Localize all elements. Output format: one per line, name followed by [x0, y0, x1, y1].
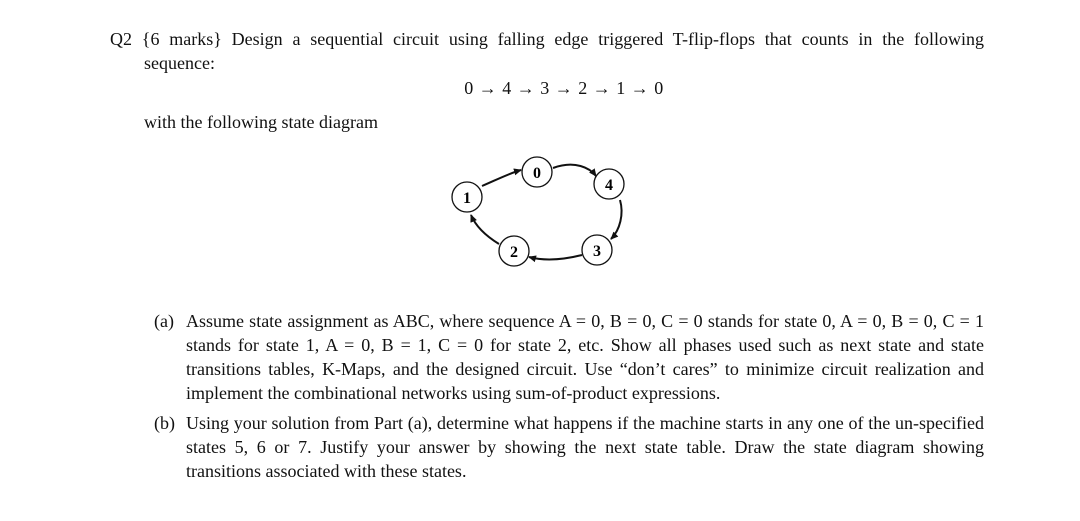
part-a [154, 309, 984, 405]
part-b-text: Using your solution from Part (a), determine what happens if the machine starts in any one of the un-specified states 5, 6 or 7. Justify your answer by showing the next state table. Draw the state diagram showing transitions associated with these states. [186, 413, 984, 481]
svg-text:4: 4 [605, 177, 613, 194]
state-node-0 [522, 157, 552, 187]
transition-0-to-4 [553, 165, 596, 176]
state-node-4 [594, 169, 624, 199]
part-b [154, 411, 984, 483]
count-sequence: 0 → 4 → 3 → 2 → 1 → 0 [464, 78, 664, 98]
question-heading-continued: sequence: [144, 53, 215, 73]
part-b-label: (b) [154, 413, 175, 433]
transition-2-to-1 [471, 215, 499, 244]
count-sequence-row [0, 76, 1080, 100]
part-a-text: Assume state assignment as ABC, where sequence A = 0, B = 0, C = 0 stands for state 0, A = 0, B = 0, C = 1 stands for state 1, A = 0, B = 1, C = 0 for state 2, etc. Show all phases used such as next state and state transitions tables, K-Maps, and the designed circuit. Use “don’t cares” to minimize circuit realization and implement the combinational networks using sum-of-product expressions. [186, 311, 984, 403]
state-node-1 [452, 182, 482, 212]
question-heading: Q2 {6 marks} Design a sequential circuit using falling edge triggered T-flip-flops that counts in the following [110, 29, 984, 49]
transition-3-to-2 [529, 255, 582, 259]
svg-text:1: 1 [463, 190, 471, 207]
diagram-intro: with the following state diagram [144, 112, 378, 132]
state-diagram [440, 152, 640, 272]
svg-text:0: 0 [533, 165, 541, 182]
svg-text:3: 3 [593, 243, 601, 260]
transition-4-to-3 [611, 200, 622, 239]
part-a-label: (a) [154, 311, 174, 331]
svg-text:2: 2 [510, 244, 518, 261]
state-node-2 [499, 236, 529, 266]
state-node-3 [582, 235, 612, 265]
transition-1-to-0 [482, 170, 521, 186]
